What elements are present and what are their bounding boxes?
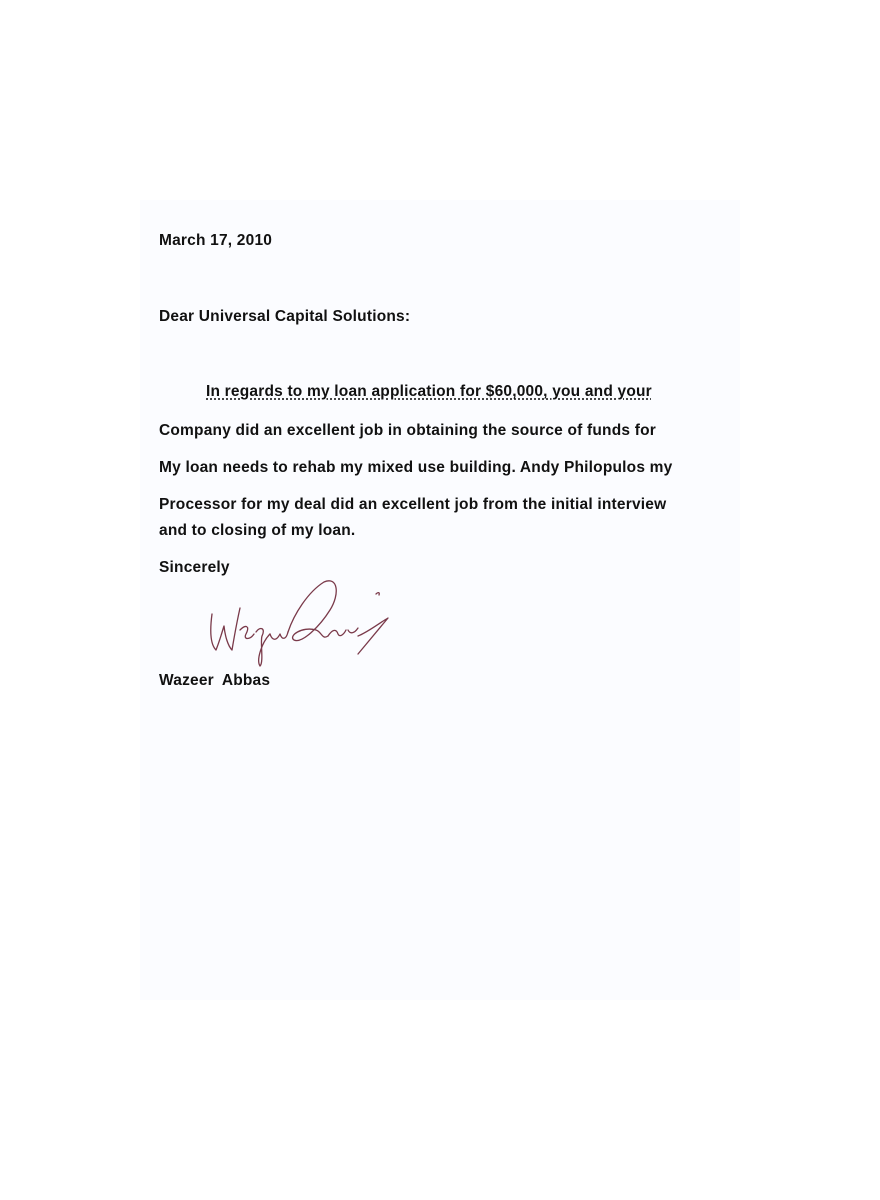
signature-stroke (358, 618, 388, 654)
signature-stroke (288, 581, 336, 641)
signature-stroke (328, 630, 346, 636)
signature-stroke (348, 628, 358, 633)
letter-salutation: Dear Universal Capital Solutions: (159, 308, 411, 325)
body-line-1: In regards to my loan application for $60,000, you and your (206, 383, 652, 400)
body-line-3: My loan needs to rehab my mixed use building. Andy Philopulos my (159, 459, 673, 476)
signature-stroke (376, 593, 379, 595)
letter-closing: Sincerely (159, 559, 230, 576)
handwritten-signature (198, 574, 398, 674)
signature-stroke (211, 608, 240, 650)
signature-stroke (270, 632, 288, 639)
signature-stroke (256, 629, 270, 666)
body-line-4: Processor for my deal did an excellent job from the initial interview (159, 496, 667, 513)
body-line-2: Company did an excellent job in obtaining the source of funds for (159, 422, 656, 439)
signature-stroke (240, 627, 254, 639)
body-line-5: and to closing of my loan. (159, 522, 356, 539)
letter-date: March 17, 2010 (159, 232, 273, 249)
signer-name: Wazeer Abbas (159, 672, 271, 689)
